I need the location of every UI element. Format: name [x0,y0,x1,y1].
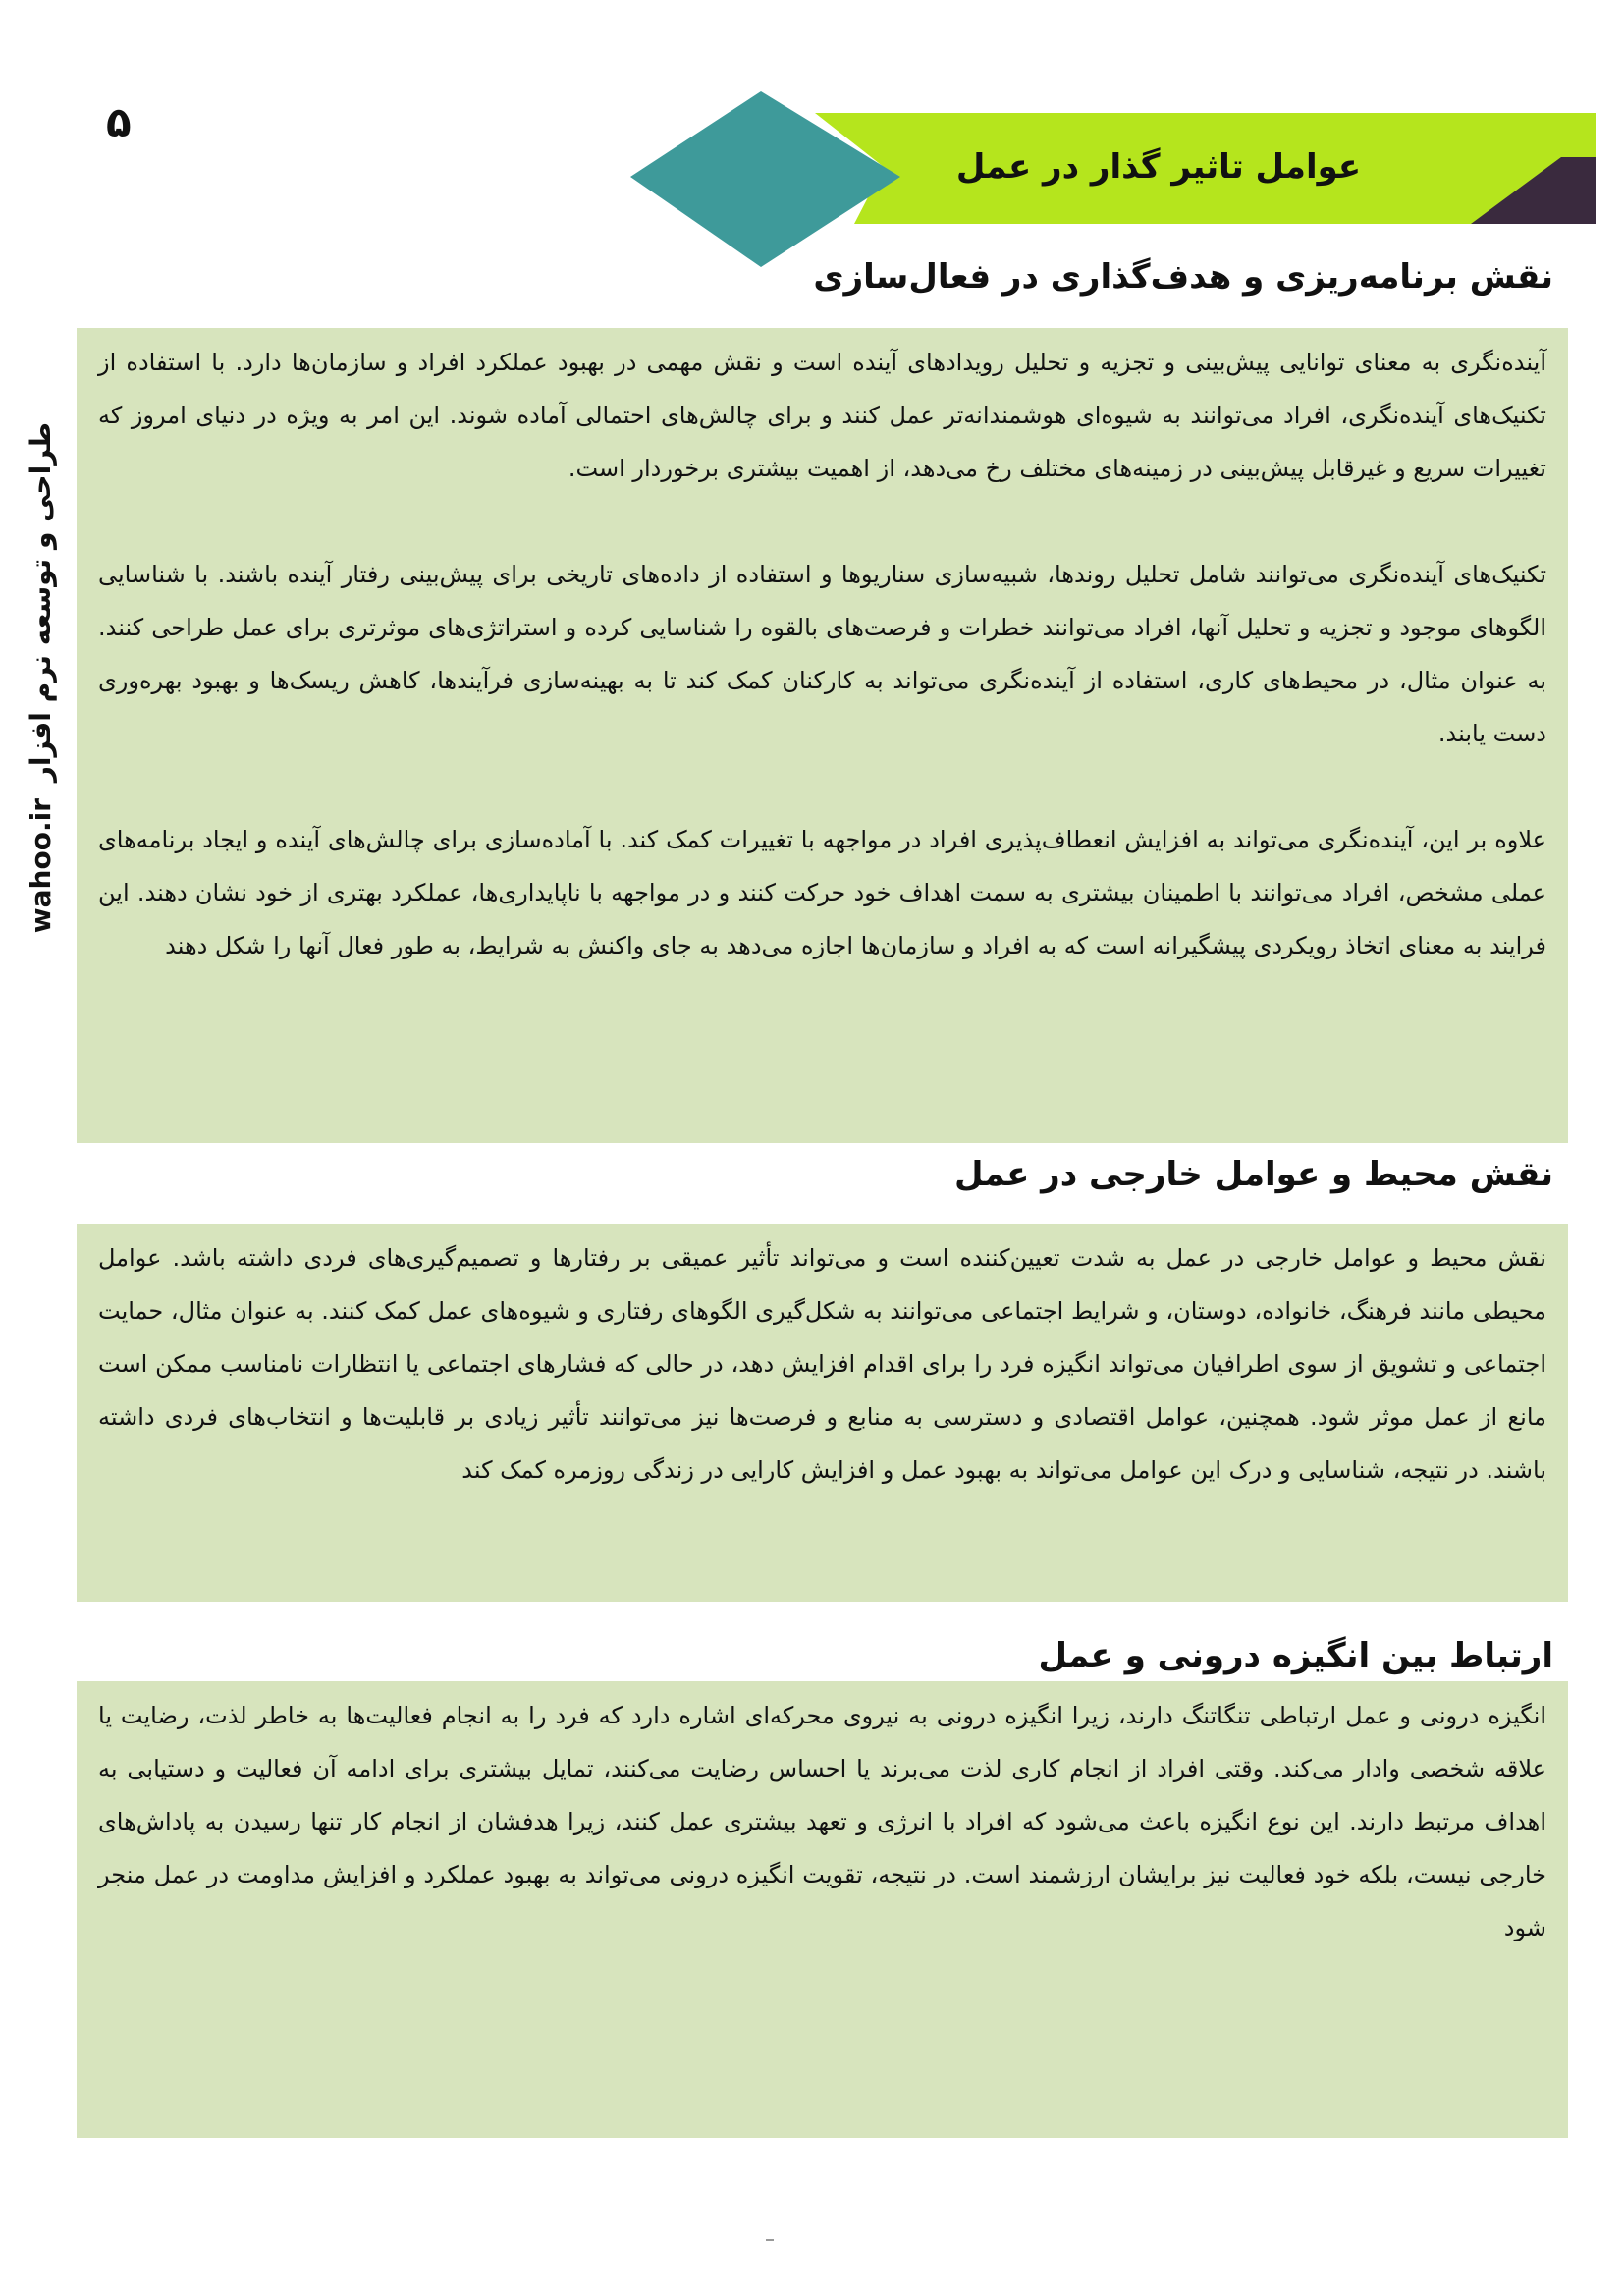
paragraph: انگیزه درونی و عمل ارتباطی تنگاتنگ دارند، زیرا انگیزه درونی به نیروی محرکه‌ای اشاره دارد که فرد را به انجام فعالیت‌ها به خاطر لذت، رضایت یا علاقه شخصی وادار می‌کند. وقتی افراد از انجام کاری لذت می‌برند یا احساس رضایت می‌کنند، تمایل بیشتری برای ادامه آن فعالیت و دستیابی به اهداف مرتبط دارند. این نوع انگیزه باعث می‌شود که افراد با انرژی و تعهد بیشتری عمل کنند، زیرا هدفشان از انجام کار تنها رسیدن به پاداش‌های خارجی نیست، بلکه خود فعالیت نیز برایشان ارزشمند است. در نتیجه، تقویت انگیزه درونی می‌تواند به بهبود عملکرد و افزایش مداومت در عمل منجر شود [98,1702,1546,1941]
paragraph: علاوه بر این، آینده‌نگری می‌تواند به افزایش انعطاف‌پذیری افراد در مواجهه با تغییرات کمک کند. با آماده‌سازی برای چالش‌های آینده و ایجاد برنامه‌های عملی مشخص، افراد می‌توانند با اطمینان بیشتری به سمت اهداف خود حرکت کنند و در مواجهه با ناپایداری‌ها، عملکرد بهتری از خود نشان دهند. این فرایند به معنای اتخاذ رویکردی پیشگیرانه است که به افراد و سازمان‌ها اجازه می‌دهد به جای واکنش به شرایط، به طور فعال آنها را شکل دهند [98,826,1546,959]
section-heading-planning: نقش برنامه‌ریزی و هدف‌گذاری در فعال‌سازی [813,257,1553,297]
section-heading-environment: نقش محیط و عوامل خارجی در عمل [953,1155,1553,1194]
paragraph: نقش محیط و عوامل خارجی در عمل به شدت تعیین‌کننده است و می‌تواند تأثیر عمیقی بر رفتارها و تصمیم‌گیری‌های فردی داشته باشد. عوامل محیطی مانند فرهنگ، خانواده، دوستان، و شرایط اجتماعی می‌توانند به شکل‌گیری الگوهای رفتاری و شیوه‌های عمل کمک کنند. به عنوان مثال، حمایت اجتماعی و تشویق از سوی اطرافیان می‌تواند انگیزه فرد را برای اقدام افزایش دهد، در حالی که فشارهای اجتماعی یا انتظارات نامناسب ممکن است مانع از عمل موثر شود. همچنین، عوامل اقتصادی و دسترسی به منابع و فرصت‌ها نیز می‌توانند تأثیر زیادی بر قابلیت‌ها و انتخاب‌های فردی داشته باشند. در نتیجه، شناسایی و درک این عوامل می‌تواند به بهبود عمل و افزایش کارایی در زندگی روزمره کمک کند [98,1244,1546,1484]
side-label [6,422,75,933]
section-box-motivation [77,1681,1568,2138]
section-box-planning [77,328,1568,1143]
paragraph: آینده‌نگری به معنای توانایی پیش‌بینی و تجزیه و تحلیل رویدادهای آینده است و نقش مهمی در بهبود عملکرد افراد و سازمان‌ها دارد. با استفاده از تکنیک‌های آینده‌نگری، افراد می‌توانند به شیوه‌ای هوشمندانه‌تر عمل کنند و برای چالش‌های احتمالی آماده شوند. این امر به ویژه در دنیای امروز که تغییرات سریع و غیرقابل پیش‌بینی در زمینه‌های مختلف رخ می‌دهد، از اهمیت بیشتری برخوردار است. [98,349,1546,482]
section-heading-motivation: ارتباط بین انگیزه درونی و عمل [1038,1636,1553,1675]
side-label-text: طراحی و توسعه نرم افزار [24,422,57,783]
footer-mark [766,2239,774,2241]
section-box-environment [77,1224,1568,1602]
side-label-site: wahoo.ir [24,797,57,933]
header-title: عوامل تاثیر گذار در عمل [955,147,1362,187]
paragraph: تکنیک‌های آینده‌نگری می‌توانند شامل تحلیل روندها، شبیه‌سازی سناریوها و استفاده از داده‌های تاریخی برای پیش‌بینی رفتار آینده باشند. با شناسایی الگوهای موجود و تجزیه و تحلیل آنها، افراد می‌توانند خطرات و فرصت‌های بالقوه را شناسایی کرده و استراتژی‌های موثرتری برای عمل طراحی کنند. به عنوان مثال، در محیط‌های کاری، استفاده از آینده‌نگری می‌تواند به کارکنان کمک کند تا به بهینه‌سازی فرآیندها، کاهش ریسک‌ها و بهبود بهره‌وری دست یابند. [98,561,1546,747]
page-number: ۵ [106,98,132,146]
